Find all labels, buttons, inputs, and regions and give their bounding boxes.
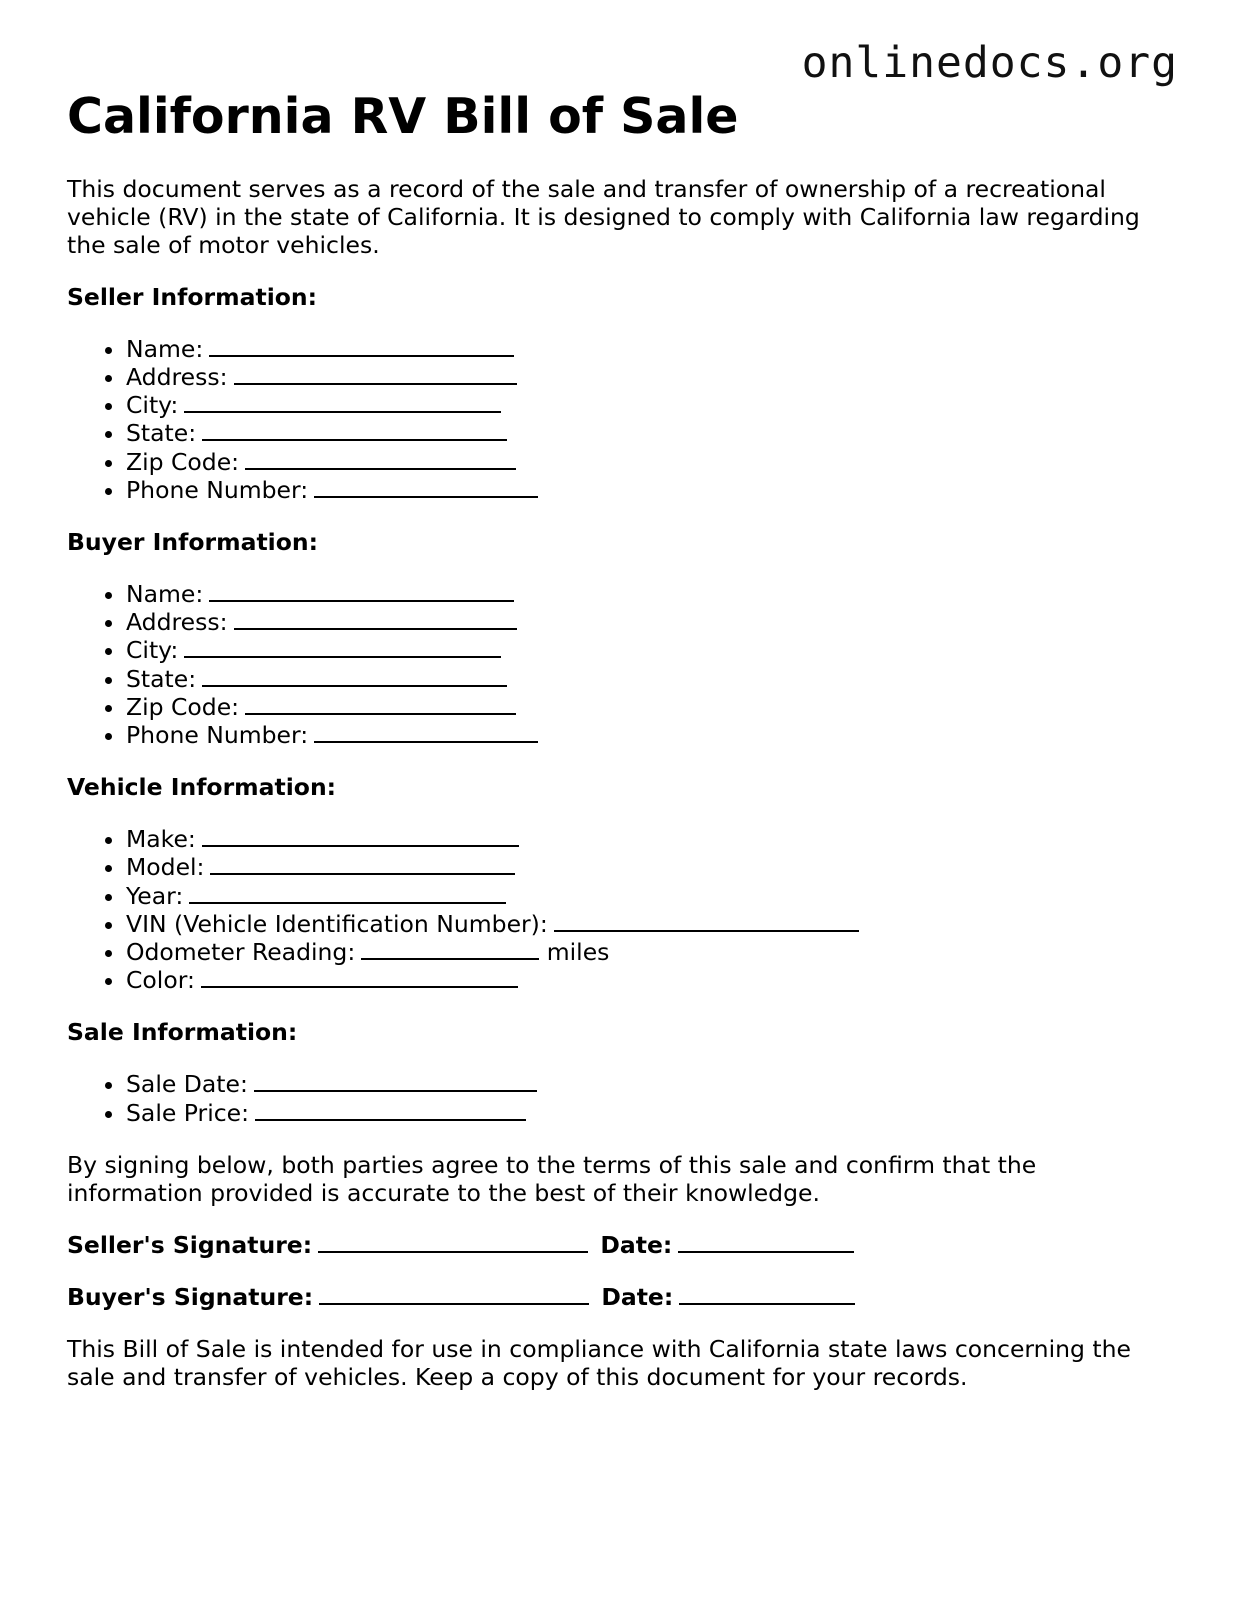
buyer-city-field[interactable] bbox=[184, 636, 501, 658]
seller-name-item bbox=[126, 335, 1177, 363]
buyer-zip-field[interactable] bbox=[245, 693, 516, 715]
field-label: Zip Code: bbox=[126, 447, 240, 476]
seller-state-field[interactable] bbox=[202, 419, 507, 441]
buyer-city-item bbox=[126, 636, 1177, 664]
field-label: Phone Number: bbox=[126, 475, 309, 504]
buyer-state-item bbox=[126, 665, 1177, 693]
vehicle-color-field[interactable] bbox=[201, 966, 518, 988]
seller-address-field[interactable] bbox=[234, 363, 517, 385]
buyer-name-item bbox=[126, 580, 1177, 608]
field-label: Color: bbox=[126, 966, 195, 995]
buyer-address-item bbox=[126, 608, 1177, 636]
vehicle-vin-item bbox=[126, 910, 1177, 938]
seller-city-field[interactable] bbox=[184, 391, 501, 413]
buyer-date-label: Date: bbox=[601, 1282, 674, 1311]
seller-address-item bbox=[126, 363, 1177, 391]
field-label: Sale Price: bbox=[126, 1098, 250, 1127]
vehicle-make-field[interactable] bbox=[202, 825, 519, 847]
seller-state-item bbox=[126, 419, 1177, 447]
page-title: California RV Bill of Sale bbox=[67, 88, 739, 145]
buyer-phone-item bbox=[126, 721, 1177, 749]
field-label: Phone Number: bbox=[126, 721, 309, 750]
sale-price-item bbox=[126, 1099, 1177, 1127]
seller-signature-field[interactable] bbox=[318, 1231, 588, 1253]
buyer-signature-label: Buyer's Signature: bbox=[67, 1282, 314, 1311]
buyer-signature-line bbox=[67, 1283, 1177, 1311]
buyer-state-field[interactable] bbox=[202, 665, 507, 687]
buyer-address-field[interactable] bbox=[234, 608, 517, 630]
seller-zip-field[interactable] bbox=[245, 448, 516, 470]
sale-date-field[interactable] bbox=[254, 1070, 537, 1092]
seller-signature-line bbox=[67, 1231, 1177, 1259]
seller-name-field[interactable] bbox=[209, 335, 514, 357]
vehicle-vin-field[interactable] bbox=[554, 910, 859, 932]
field-label: Zip Code: bbox=[126, 692, 240, 721]
agreement-paragraph: By signing below, both parties agree to the terms of this sale and confirm that the information provided is accurate to the best of their knowledge. bbox=[67, 1150, 1037, 1207]
vehicle-make-item bbox=[126, 825, 1177, 853]
field-label: Year: bbox=[126, 881, 184, 910]
field-label: Sale Date: bbox=[126, 1070, 248, 1099]
field-label: Make: bbox=[126, 825, 196, 854]
field-label: State: bbox=[126, 664, 197, 693]
field-label: City: bbox=[126, 636, 179, 665]
buyer-signature-field[interactable] bbox=[319, 1283, 589, 1305]
vehicle-odometer-item bbox=[126, 938, 1177, 966]
vehicle-heading: Vehicle Information: bbox=[67, 773, 337, 802]
field-label: State: bbox=[126, 419, 197, 448]
vehicle-fields-list bbox=[67, 825, 1177, 994]
sale-date-item bbox=[126, 1070, 1177, 1098]
vehicle-color-item bbox=[126, 966, 1177, 994]
seller-zip-item bbox=[126, 448, 1177, 476]
seller-heading: Seller Information: bbox=[67, 282, 318, 311]
vehicle-model-item bbox=[126, 853, 1177, 881]
document-page bbox=[67, 80, 1177, 1391]
field-label: Address: bbox=[126, 363, 228, 391]
seller-phone-field[interactable] bbox=[314, 476, 538, 498]
field-label: VIN (Vehicle Identification Number): bbox=[126, 909, 548, 938]
intro-paragraph: This document serves as a record of the sale and transfer of ownership of a recreational vehicle (RV) in the state of California. It is designed to comply with California law regarding the sale of motor vehicles. bbox=[67, 174, 1140, 259]
vehicle-year-field[interactable] bbox=[189, 882, 506, 904]
vehicle-year-item bbox=[126, 882, 1177, 910]
field-label: Name: bbox=[126, 580, 204, 609]
field-label: Name: bbox=[126, 334, 204, 363]
seller-date-field[interactable] bbox=[678, 1231, 854, 1253]
buyer-fields-list bbox=[67, 580, 1177, 749]
seller-signature-label: Seller's Signature: bbox=[67, 1230, 313, 1259]
buyer-zip-item bbox=[126, 693, 1177, 721]
vehicle-model-field[interactable] bbox=[210, 853, 515, 875]
buyer-heading: Buyer Information: bbox=[67, 528, 319, 557]
footer-paragraph: This Bill of Sale is intended for use in compliance with California state laws concerning the sale and transfer of vehicles. Keep a copy of this document for your records. bbox=[67, 1334, 1131, 1391]
field-label: Odometer Reading: bbox=[126, 938, 356, 967]
seller-date-label: Date: bbox=[600, 1230, 673, 1259]
buyer-name-field[interactable] bbox=[209, 580, 514, 602]
vehicle-odometer-field[interactable] bbox=[361, 938, 539, 960]
field-label: Model: bbox=[126, 853, 205, 882]
sale-price-field[interactable] bbox=[255, 1099, 526, 1121]
buyer-date-field[interactable] bbox=[679, 1283, 855, 1305]
sale-fields-list bbox=[67, 1070, 1177, 1126]
watermark-logo: onlinedocs.org bbox=[801, 38, 1178, 88]
seller-city-item bbox=[126, 391, 1177, 419]
sale-heading: Sale Information: bbox=[67, 1018, 298, 1047]
seller-phone-item bbox=[126, 476, 1177, 504]
field-label: City: bbox=[126, 391, 179, 420]
buyer-phone-field[interactable] bbox=[314, 721, 538, 743]
field-label: Address: bbox=[126, 608, 228, 637]
seller-fields-list bbox=[67, 335, 1177, 504]
odometer-unit: miles bbox=[546, 938, 610, 967]
